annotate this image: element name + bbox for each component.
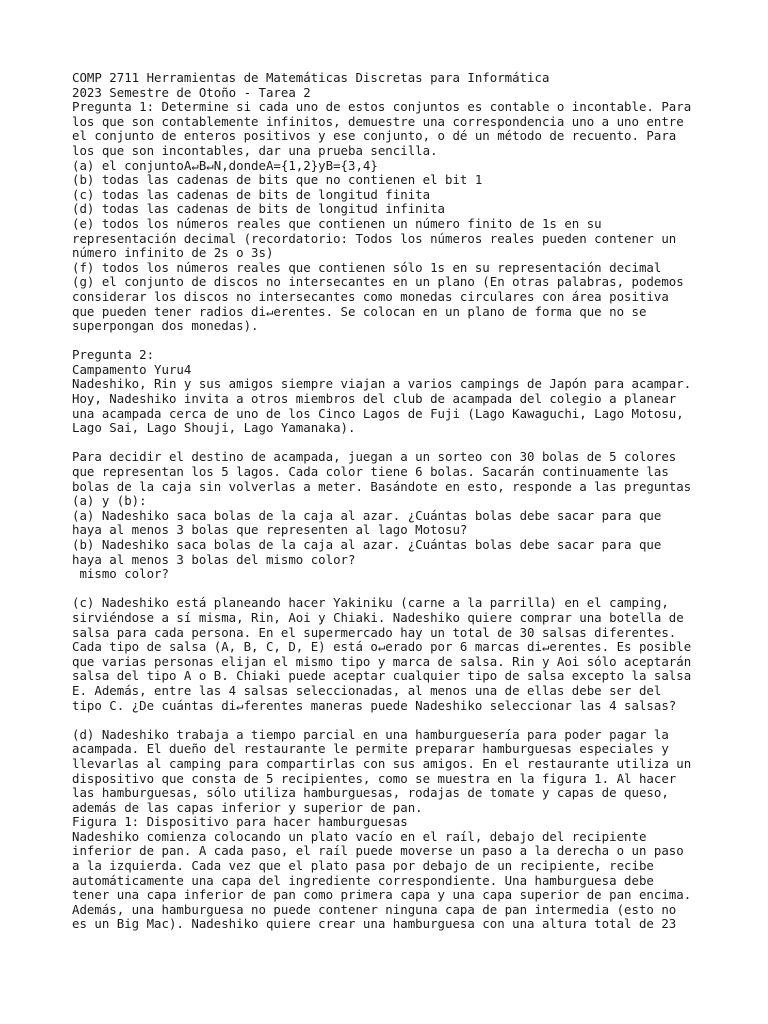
text-line: Nadeshiko comienza colocando un plato vacío en el raíl, debajo del recipiente: [72, 828, 647, 844]
text-line: haya al menos 3 bolas que representen al lago Motosu?: [72, 522, 468, 538]
text-line: además de las capas inferior y superior de pan.: [72, 799, 423, 815]
document-page: [72, 71, 732, 932]
text-line: (a) y (b):: [72, 493, 147, 509]
text-line: bolas de la caja sin volverlas a meter. Basándote en esto, responde a las preguntas: [72, 478, 692, 494]
blank-line: [72, 436, 732, 451]
text-line: representación decimal (recordatorio: Todos los números reales pueden contener un: [72, 230, 677, 246]
text-line: dispositivo que consta de 5 recipientes, como se muestra en la figura 1. Al hacer: [72, 770, 677, 786]
text-line: haya al menos 3 bolas del mismo color?: [72, 551, 356, 567]
text-line: (e) todos los números reales que contienen un número finito de 1s en su: [72, 215, 602, 231]
text-line: (c) Nadeshiko está planeando hacer Yakiniku (carne a la parrilla) en el camping,: [72, 595, 669, 611]
text-line: considerar los discos no intersecantes como monedas circulares con área positiva: [72, 288, 669, 304]
text-line: Pregunta 2:: [72, 347, 155, 363]
text-line: Lago Sai, Lago Shouji, Lago Yamanaka).: [72, 420, 356, 436]
text-line: inferior de pan. A cada paso, el raíl puede moverse un paso a la derecha o un paso: [72, 843, 684, 859]
text-line: número infinito de 2s o 3s): [72, 245, 274, 261]
text-line: llevarlas al camping para compartirlas con sus amigos. En el restaurante utiliza un: [72, 755, 692, 771]
text-line: Cada tipo de salsa (A, B, C, D, E) está o↵erado por 6 marcas di↵erentes. Es posible: [72, 639, 692, 655]
text-line: los que son incontables, dar una prueba sencilla.: [72, 142, 438, 158]
text-line: acampada. El dueño del restaurante le permite preparar hamburguesas especiales y: [72, 741, 669, 757]
text-line: (f) todos los números reales que contienen sólo 1s en su representación decimal: [72, 259, 662, 275]
text-line: tipo C. ¿De cuántas di↵ferentes maneras puede Nadeshiko seleccionar las 4 salsas?: [72, 697, 677, 713]
text-line: (b) todas las cadenas de bits que no contienen el bit 1: [72, 172, 483, 188]
text-line: salsa para cada persona. En el supermercado hay un total de 30 salsas diferentes.: [72, 624, 677, 640]
text-line: el conjunto de enteros positivos y ese conjunto, o dé un método de recuento. Para: [72, 128, 677, 144]
text-line: Nadeshiko, Rin y sus amigos siempre viajan a varios campings de Japón para acampar.: [72, 376, 692, 392]
blank-line: [72, 582, 732, 597]
text-line: tener una capa inferior de pan como primera capa y una capa superior de pan encima.: [72, 887, 692, 903]
text-line: que pueden tener radios di↵erentes. Se colocan en un plano de forma que no se: [72, 303, 647, 319]
text-line: salsa del tipo A o B. Chiaki puede aceptar cualquier tipo de salsa excepto la salsa: [72, 668, 692, 684]
text-line: Campamento Yuru4: [72, 361, 192, 377]
text-line: mismo color?: [72, 566, 169, 582]
blank-line: [72, 713, 732, 728]
text-line: (a) Nadeshiko saca bolas de la caja al azar. ¿Cuántas bolas debe sacar para que: [72, 507, 662, 523]
text-line: superpongan dos monedas).: [72, 318, 259, 334]
text-line: a la izquierda. Cada vez que el plato pasa por debajo de un recipiente, recibe: [72, 858, 654, 874]
text-line: COMP 2711 Herramientas de Matemáticas Discretas para Informática: [72, 70, 550, 85]
text-line: (d) Nadeshiko trabaja a tiempo parcial en una hamburguesería para poder pagar la: [72, 726, 669, 742]
text-line: 2023 Semestre de Otoño - Tarea 2: [72, 84, 311, 100]
blank-line: [72, 334, 732, 349]
text-line: es un Big Mac). Nadeshiko quiere crear una hamburguesa con una altura total de 23: [72, 916, 677, 932]
text-line: una acampada cerca de uno de los Cinco Lagos de Fuji (Lago Kawaguchi, Lago Motosu,: [72, 405, 684, 421]
text-line: sirviéndose a sí misma, Rin, Aoi y Chiaki. Nadeshiko quiere comprar una botella de: [72, 609, 684, 625]
text-line: Hoy, Nadeshiko invita a otros miembros del club de acampada del colegio a planear: [72, 391, 677, 407]
text-line: los que son contablemente infinitos, demuestre una correspondencia uno a uno entre: [72, 113, 684, 129]
text-line: (c) todas las cadenas de bits de longitud finita: [72, 186, 431, 202]
text-line: Para decidir el destino de acampada, juegan a un sorteo con 30 bolas de 5 colores: [72, 449, 677, 465]
text-line: que representan los 5 lagos. Cada color tiene 6 bolas. Sacarán continuamente las: [72, 464, 669, 480]
text-line: las hamburguesas, sólo utiliza hamburguesas, rodajas de tomate y capas de queso,: [72, 785, 669, 801]
text-line: (a) el conjuntoA↵B↵N,dondeA={1,2}yB={3,4}: [72, 157, 378, 173]
text-line: automáticamente una capa del ingrediente correspondiente. Una hamburguesa debe: [72, 872, 654, 888]
text-line: (d) todas las cadenas de bits de longitud infinita: [72, 201, 445, 217]
text-line: (b) Nadeshiko saca bolas de la caja al azar. ¿Cuántas bolas debe sacar para que: [72, 537, 662, 552]
text-line: (g) el conjunto de discos no intersecantes en un plano (En otras palabras, podemos: [72, 274, 684, 290]
text-line: que varias personas elijan el mismo tipo y marca de salsa. Rin y Aoi sólo aceptarán: [72, 653, 692, 669]
text-line: Figura 1: Dispositivo para hacer hamburguesas: [72, 814, 408, 830]
text-line: Además, una hamburguesa no puede contener ninguna capa de pan intermedia (esto no: [72, 901, 677, 917]
text-line: Pregunta 1: Determine si cada uno de estos conjuntos es contable o incontable. Para: [72, 99, 692, 115]
text-line: E. Además, entre las 4 salsas seleccionadas, al menos una de ellas debe ser del: [72, 682, 662, 698]
